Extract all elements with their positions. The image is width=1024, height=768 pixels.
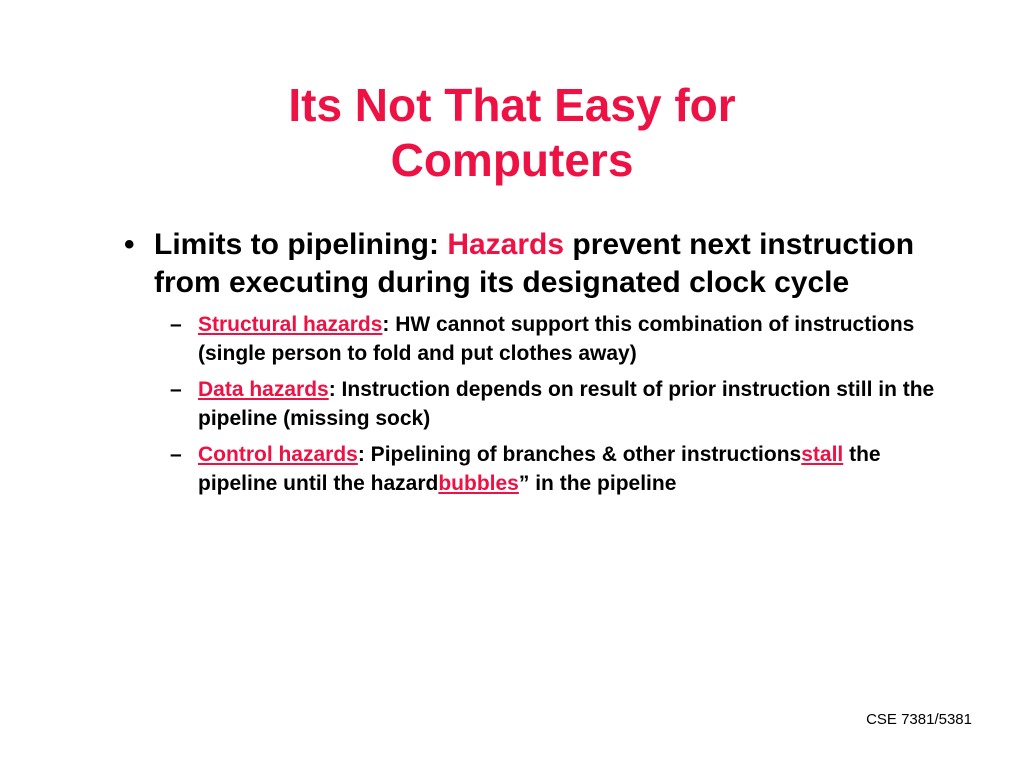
sub-bullet-marker: – xyxy=(170,313,182,336)
slide-title xyxy=(0,78,1024,188)
sub-item-control xyxy=(170,440,962,498)
bullet-list xyxy=(122,226,962,505)
hazards-term: Hazards xyxy=(447,228,565,261)
sub-bullet-marker: – xyxy=(170,378,182,401)
sub-bullet-marker: – xyxy=(170,443,182,466)
structural-hazards-term: Structural hazards xyxy=(198,313,383,336)
structural-hazards-text: : HW cannot support this combination of instructions (single person to fold and put clothes away) xyxy=(198,313,915,365)
bullet-lead: Limits to pipelining: xyxy=(154,228,448,261)
title-line-2: Computers xyxy=(390,134,634,186)
stall-term: stall xyxy=(801,443,844,466)
course-footer: CSE 7381/5381 xyxy=(866,711,972,728)
bullet-marker: • xyxy=(124,228,135,261)
bullet-rest: prevent next instruction from executing during its designated clock cycle xyxy=(154,228,915,299)
bullet-item-limits xyxy=(122,226,962,302)
bubbles-term: bubbles xyxy=(438,472,519,495)
sub-item-structural xyxy=(170,310,962,368)
sub-bullet-list xyxy=(170,310,962,498)
control-hazards-text-b: the pipeline until the hazard xyxy=(198,443,881,495)
control-hazards-text-a: : Pipelining of branches & other instructions xyxy=(357,443,802,466)
data-hazards-text: : Instruction depends on result of prior instruction still in the pipeline (missing sock) xyxy=(198,378,935,430)
data-hazards-term: Data hazards xyxy=(198,378,329,401)
control-hazards-term: Control hazards xyxy=(198,443,358,466)
control-hazards-text-c: ” in the pipeline xyxy=(518,472,677,495)
title-line-1: Its Not That Easy for xyxy=(288,79,736,131)
sub-item-data xyxy=(170,375,962,433)
